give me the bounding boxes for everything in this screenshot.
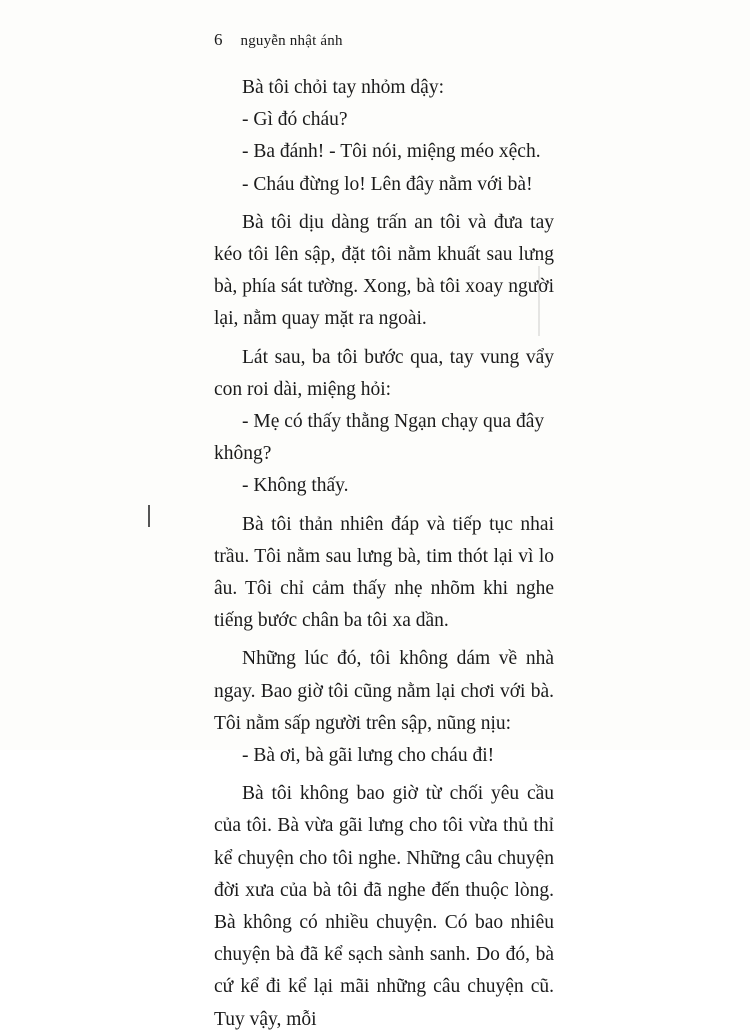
dialogue-line: - Mẹ có thấy thằng Ngạn chạy qua đây không?: [214, 411, 545, 465]
dialogue-line: - Không thấy.: [242, 475, 349, 497]
paragraph: Bà tôi không bao giờ từ chối yêu cầu của tôi. Bà vừa gãi lưng cho tôi vừa thủ thỉ kể chuyện cho tôi nghe. Những câu chuyện đời xưa của bà tôi đã nghe đến thuộc lòng. Bà không có nhiều chuyện. Có bao nhiêu chuyện bà đã kể sạch sành sanh. Do đó, bà cứ kể đi kể lại mãi những câu chuyện cũ. Tuy vậy, mỗi: [214, 783, 554, 1030]
body-text: [214, 72, 554, 1036]
dialogue-line: - Bà ơi, bà gãi lưng cho cháu đi!: [242, 745, 495, 767]
paragraph: Bà tôi chỏi tay nhỏm dậy:: [242, 77, 445, 98]
page-number: 6: [214, 30, 223, 49]
paragraph: Những lúc đó, tôi không dám về nhà ngay. Bao giờ tôi cũng nằm lại chơi với bà. Tôi nằm sấp người trên sập, nũng nịu:: [214, 648, 554, 734]
paragraph: Lát sau, ba tôi bước qua, tay vung vẩy con roi dài, miệng hỏi:: [214, 346, 554, 400]
dialogue-line: - Ba đánh! - Tôi nói, miệng méo xệch.: [242, 141, 541, 163]
running-header: [214, 30, 343, 50]
dialogue-line: - Gì đó cháu?: [242, 109, 348, 131]
paragraph: Bà tôi dịu dàng trấn an tôi và đưa tay kéo tôi lên sập, đặt tôi nằm khuất sau lưng bà, phía sát tường. Xong, bà tôi xoay người lại, nằm quay mặt ra ngoài.: [214, 211, 554, 330]
author-name: nguyễn nhật ánh: [240, 33, 343, 49]
dialogue-line: - Cháu đừng lo! Lên đây nằm với bà!: [242, 173, 533, 195]
margin-mark: [148, 505, 150, 527]
paragraph: Bà tôi thản nhiên đáp và tiếp tục nhai trầu. Tôi nằm sau lưng bà, tim thót lại vì lo âu. Tôi chỉ cảm thấy nhẹ nhõm khi nghe tiếng bước chân ba tôi xa dần.: [214, 513, 554, 632]
